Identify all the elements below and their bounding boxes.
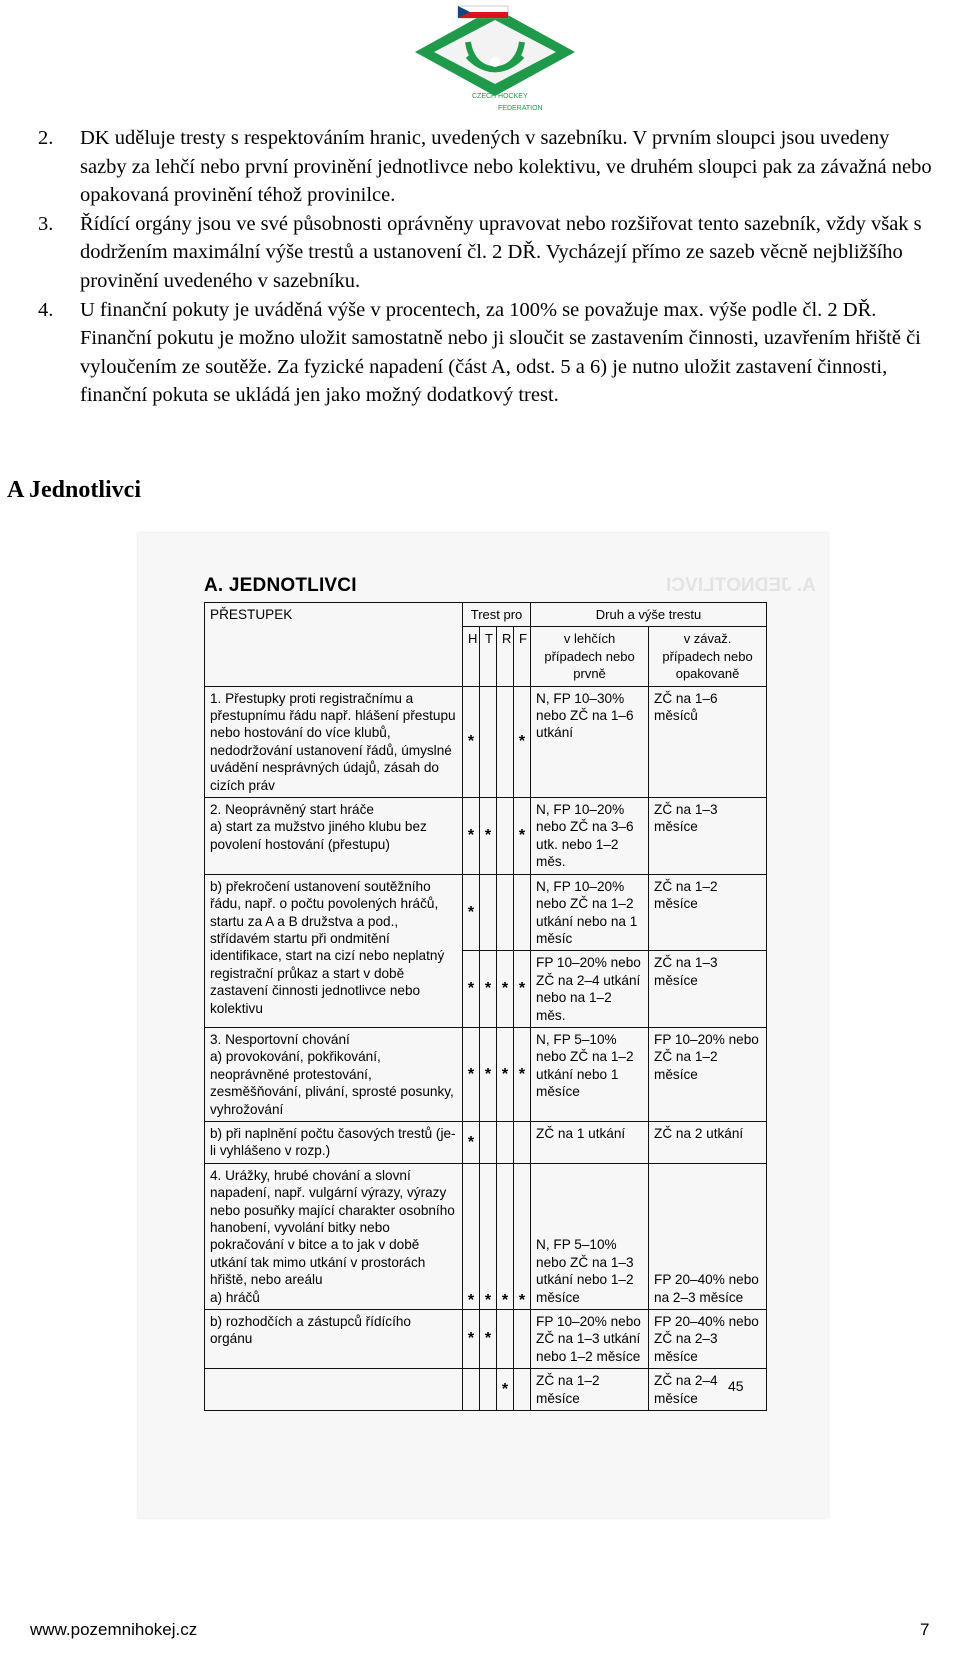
light-penalty-cell: ZČ na 1 utkání (531, 1121, 649, 1163)
table-row (205, 798, 767, 875)
offense-heading: 2. Neoprávněný start hráče (210, 802, 374, 818)
header-col-severe: v závaž. případech nebo opakovaně (649, 627, 767, 686)
mark-cell: * (514, 798, 531, 875)
mark-cell (497, 874, 514, 951)
offense-cell (205, 798, 463, 875)
mark-cell: * (480, 1310, 497, 1369)
header-druh: Druh a výše trestu (531, 603, 767, 627)
mark-cell: * (514, 951, 531, 1028)
light-penalty-cell: FP 10–20% nebo ZČ na 1–3 utkání nebo 1–2 měsíce (531, 1310, 649, 1369)
paragraph-number: 2. (38, 127, 54, 149)
mark-cell: * (514, 1027, 531, 1121)
mark-cell: * (463, 951, 480, 1028)
light-penalty-cell: FP 10–20% nebo ZČ na 2–4 utkání nebo na 1–2 měs. (531, 951, 649, 1028)
header-col-r: R (497, 627, 514, 686)
table-row (205, 1369, 767, 1411)
section-heading: A Jednotlivci (7, 477, 142, 503)
penalty-table (204, 602, 767, 1411)
mark-cell: * (480, 951, 497, 1028)
severe-penalty-cell: ZČ na 1–2 měsíce (649, 874, 767, 951)
severe-penalty-cell: ZČ na 2–4 měsíce (649, 1369, 767, 1411)
paragraph-list (38, 124, 938, 410)
offense-text: a) hráčů (210, 1289, 260, 1305)
light-penalty-cell: N, FP 10–20% nebo ZČ na 3–6 utk. nebo 1–2 měs. (531, 798, 649, 875)
offense-heading: 3. Nesportovní chování (210, 1031, 350, 1047)
mark-cell: * (514, 686, 531, 797)
severe-penalty-cell: ZČ na 1–3 měsíce (649, 798, 767, 875)
mark-cell: * (480, 1163, 497, 1309)
severe-penalty-cell: FP 20–40% nebo ZČ na 2–3 měsíce (649, 1310, 767, 1369)
header-col-t: T (480, 627, 497, 686)
header-col-light: v lehčích případech nebo prvně (531, 627, 649, 686)
light-penalty-cell: N, FP 5–10% nebo ZČ na 1–3 utkání nebo 1–2 měsíce (531, 1163, 649, 1309)
mark-cell (497, 1310, 514, 1369)
czech-flag-icon (458, 6, 508, 18)
mark-cell: * (480, 1027, 497, 1121)
scan-bleedthrough-title: A. JEDNOTLIVCI (666, 575, 816, 596)
paragraph-text: DK uděluje tresty s respektováním hranic, uvedených v sazebníku. V prvním sloupci jsou uvedeny sazby za lehčí nebo první provinění jednotlivce nebo kolektivu, ve druhém sloupci pak za závažná nebo opakovaná provinění téhož provinilce. (80, 127, 932, 207)
header-offense: PŘESTUPEK (205, 603, 463, 687)
table-row (205, 1121, 767, 1163)
mark-cell: * (463, 686, 480, 797)
offense-cell: b) při naplnění počtu časových trestů (je-li vyhlášeno v rozp.) (205, 1121, 463, 1163)
table-row (205, 1027, 767, 1121)
mark-cell: * (497, 1027, 514, 1121)
table-row (205, 874, 767, 951)
federation-logo (410, 0, 580, 118)
mark-cell (514, 1121, 531, 1163)
mark-cell (497, 798, 514, 875)
scanned-page (138, 533, 828, 1518)
severe-penalty-cell: ZČ na 1–3 měsíce (649, 951, 767, 1028)
scan-page-number: 45 (728, 1378, 744, 1394)
mark-cell (480, 1369, 497, 1411)
logo-text-bottom: FEDERATION (498, 105, 543, 112)
paragraph (38, 296, 938, 410)
offense-cell: b) rozhodčích a zástupců řídícího orgánu (205, 1310, 463, 1369)
offense-cell (205, 1163, 463, 1309)
table-header-row (205, 603, 767, 627)
mark-cell: * (463, 798, 480, 875)
mark-cell: * (497, 1163, 514, 1309)
mark-cell (463, 1369, 480, 1411)
header-col-h: H (463, 627, 480, 686)
offense-heading: 4. Urážky, hrubé chování a slovní napadení, např. vulgární výrazy, výrazy nebo posuňky mající charakter osobního hanobení, vyvolání bitky nebo pokračování v bitce a to jak v době utkání tak mimo utkání v prostorách hřiště, nebo areálu (210, 1167, 455, 1288)
mark-cell: * (463, 1163, 480, 1309)
light-penalty-cell: N, FP 10–30% nebo ZČ na 1–6 utkání (531, 686, 649, 797)
logo-text-top: CZECH HOCKEY (472, 93, 528, 100)
mark-cell (480, 1121, 497, 1163)
mark-cell: * (497, 951, 514, 1028)
mark-cell (480, 686, 497, 797)
paragraph-number: 4. (38, 298, 54, 321)
offense-cell: 1. Přestupky proti registračnímu a přestupnímu řádu např. hlášení přestupu nebo hostování do více klubů, nedodržování ustanovení řádů, úmyslné uvádění nesprávných údajů, zásah do cizích práv (205, 686, 463, 797)
severe-penalty-cell: ZČ na 1–6 měsíců (649, 686, 767, 797)
mark-cell: * (480, 798, 497, 875)
mark-cell: * (463, 1027, 480, 1121)
mark-cell (497, 686, 514, 797)
logo-ball-icon (490, 57, 500, 67)
mark-cell: * (497, 1369, 514, 1411)
logo-inner (434, 20, 556, 84)
offense-cell: b) překročení ustanovení soutěžního řádu, např. o počtu povolených hráčů, startu za A a B družstva a pod., střídavém startu při ondmitění identifikace, start na cizí nebo neplatný registrační průkaz a start v době zastavení činnosti jednotlivce nebo kolektivu (205, 874, 463, 1027)
mark-cell: * (463, 1121, 480, 1163)
severe-penalty-cell: FP 20–40% nebo na 2–3 měsíce (649, 1163, 767, 1309)
severe-penalty-cell: FP 10–20% nebo ZČ na 1–2 měsíce (649, 1027, 767, 1121)
mark-cell (480, 874, 497, 951)
paragraph-text: U finanční pokuty je uváděná výše v procentech, za 100% se považuje max. výše podle čl. 2 DŘ. Finanční pokutu je možno uložit samostatně nebo ji sloučit se zastavením činnosti, uzavřením hřiště či vyloučením ze soutěže. Za fyzické napadení (část A, odst. 5 a 6) je nutno uložit zastavení činnosti, finanční pokuta se ukládá jen jako možný dodatkový trest. (80, 298, 921, 407)
mark-cell: * (514, 1163, 531, 1309)
paragraph-number: 3. (38, 212, 54, 235)
light-penalty-cell: N, FP 5–10% nebo ZČ na 1–2 utkání nebo 1 měsíce (531, 1027, 649, 1121)
table-row (205, 1163, 767, 1309)
mark-cell (497, 1121, 514, 1163)
light-penalty-cell: N, FP 10–20% nebo ZČ na 1–2 utkání nebo na 1 měsíc (531, 874, 649, 951)
footer-page-number: 7 (920, 1620, 930, 1639)
mark-cell: * (463, 874, 480, 951)
offense-cell (205, 1027, 463, 1121)
offense-cell (205, 1369, 463, 1411)
paragraph (38, 124, 938, 210)
table-row (205, 686, 767, 797)
footer-website: www.pozemnihokej.cz (30, 1620, 198, 1639)
scan-title: A. JEDNOTLIVCI (204, 575, 357, 596)
paragraph (38, 210, 938, 296)
mark-cell (514, 1310, 531, 1369)
mark-cell (514, 874, 531, 951)
mark-cell (514, 1369, 531, 1411)
paragraph-text: Řídící orgány jsou ve své působnosti oprávněny upravovat nebo rozšiřovat tento sazebník, vždy však s dodržením maximální výše trestů a ustanovení čl. 2 DŘ. Vycházejí přímo ze sazeb věcně nejbližšího provinění uvedeného v sazebníku. (80, 212, 922, 292)
mark-cell: * (463, 1310, 480, 1369)
header-trest-pro: Trest pro (463, 603, 531, 627)
table-row (205, 1310, 767, 1369)
severe-penalty-cell: ZČ na 2 utkání (649, 1121, 767, 1163)
header-col-f: F (514, 627, 531, 686)
offense-text: a) start za mužstvo jiného klubu bez povolení hostování (přestupu) (210, 819, 427, 852)
light-penalty-cell: ZČ na 1–2 měsíce (531, 1369, 649, 1411)
offense-text: a) provokování, pokřikování, neoprávněné protestování, zesměšňování, plivání, sprosté posunky, vyhrožování (210, 1049, 454, 1117)
